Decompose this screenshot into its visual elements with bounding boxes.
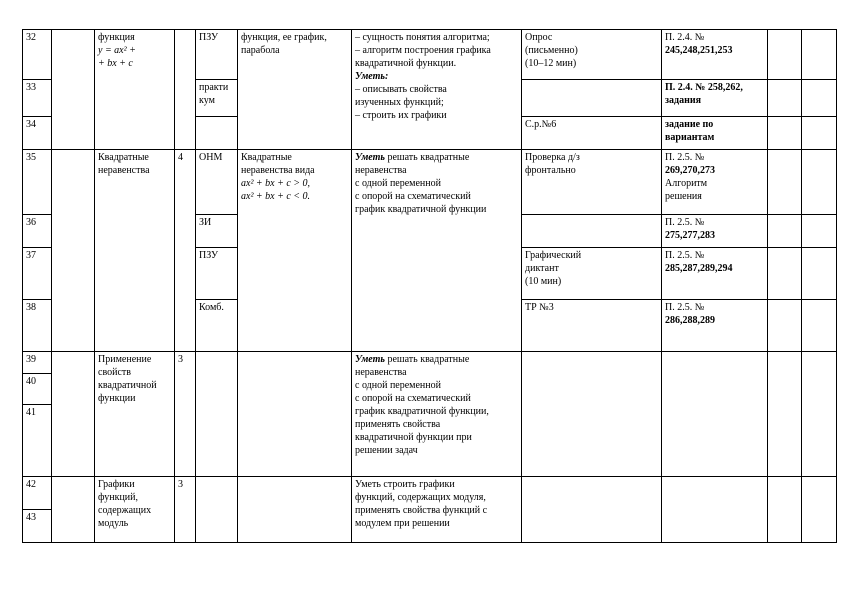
lesson-number: 43 xyxy=(23,510,52,543)
homework-line: 286,288,289 xyxy=(665,315,715,326)
skills-line: неравенства xyxy=(355,165,407,176)
hours-cell: 3 xyxy=(175,477,196,543)
control-line: фронтально xyxy=(525,165,576,176)
control-cell xyxy=(522,80,662,117)
plan-date-cell xyxy=(768,352,802,477)
control-cell xyxy=(522,248,662,300)
control-line: Проверка д/з xyxy=(525,152,580,163)
skills-line: изученных функций; xyxy=(355,97,444,108)
skills-cell xyxy=(352,150,522,352)
topic-line: Графики xyxy=(98,479,135,490)
topic-line: Применение xyxy=(98,354,152,365)
topic-line: функций, xyxy=(98,492,138,503)
lesson-type: ОНМ xyxy=(196,150,238,215)
skills-line: график квадратичной функции, xyxy=(355,406,489,417)
control-cell xyxy=(522,477,662,543)
plan-date-cell xyxy=(768,248,802,300)
fact-date-cell xyxy=(802,150,837,215)
plan-date-cell xyxy=(768,300,802,352)
homework-cell xyxy=(662,248,768,300)
topic-line: неравенства xyxy=(98,165,150,176)
fact-date-cell xyxy=(802,215,837,248)
lesson-type: Комб. xyxy=(196,300,238,352)
content-line: неравенства вида xyxy=(241,165,315,176)
plan-date-cell xyxy=(768,80,802,117)
fact-date-cell xyxy=(802,30,837,80)
homework-cell xyxy=(662,150,768,215)
homework-cell xyxy=(662,352,768,477)
fact-date-cell xyxy=(802,300,837,352)
lesson-number: 33 xyxy=(23,80,52,117)
homework-line: П. 2.4. № xyxy=(665,32,705,43)
control-line: диктант xyxy=(525,263,559,274)
homework-line: задание по xyxy=(665,119,714,130)
skills-line: – описывать свойства xyxy=(355,84,447,95)
topic-cell xyxy=(95,150,175,352)
fact-date-cell xyxy=(802,248,837,300)
fact-date-cell xyxy=(802,80,837,117)
lesson-number: 32 xyxy=(23,30,52,80)
hours-cell: 4 xyxy=(175,150,196,352)
control-cell: ТР №3 xyxy=(522,300,662,352)
skills-cell xyxy=(352,477,522,543)
topic-cell xyxy=(95,30,175,150)
homework-cell xyxy=(662,300,768,352)
control-cell: С.р.№6 xyxy=(522,117,662,150)
topic-cell xyxy=(95,352,175,477)
homework-line: П. 2.5. № xyxy=(665,152,705,163)
topic-line: содержащих xyxy=(98,505,152,516)
homework-cell xyxy=(662,117,768,150)
table-row xyxy=(23,352,837,374)
skills-line: решать квадратные xyxy=(384,354,470,365)
skills-line: – сущность понятия алгоритма; xyxy=(355,32,490,43)
lesson-number: 34 xyxy=(23,117,52,150)
topic-line: y = ax² + xyxy=(98,45,136,56)
control-line: Опрос xyxy=(525,32,553,43)
lesson-number: 41 xyxy=(23,405,52,477)
control-line: (10–12 мин) xyxy=(525,58,577,69)
homework-line: 275,277,283 xyxy=(665,230,715,241)
date-cell xyxy=(52,30,95,150)
table-row xyxy=(23,30,837,80)
date-cell xyxy=(52,150,95,352)
homework-line: П. 2.5. № xyxy=(665,250,705,261)
content-line: ax² + bx + c > 0, xyxy=(241,178,311,189)
plan-date-cell xyxy=(768,477,802,543)
skills-line: с одной переменной xyxy=(355,380,441,391)
hours-cell: 3 xyxy=(175,352,196,477)
topic-line: свойств xyxy=(98,367,131,378)
lesson-number: 39 xyxy=(23,352,52,374)
table-row xyxy=(23,150,837,215)
skills-prefix: Уметь xyxy=(355,152,385,163)
homework-line: решения xyxy=(665,191,702,202)
skills-line: с опорой на схематический xyxy=(355,393,471,404)
lesson-type xyxy=(196,477,238,543)
lesson-plan-table xyxy=(22,29,837,543)
homework-cell xyxy=(662,477,768,543)
skills-line: – строить их графики xyxy=(355,110,447,121)
skills-line: с опорой на схематический xyxy=(355,191,471,202)
skills-line: модулем при решении xyxy=(355,518,450,529)
topic-cell xyxy=(95,477,175,543)
skills-line: решать квадратные xyxy=(384,152,470,163)
content-cell xyxy=(238,352,352,477)
skills-line: квадратичной функции при xyxy=(355,432,472,443)
fact-date-cell xyxy=(802,117,837,150)
skills-line: применять свойства xyxy=(355,419,441,430)
skills-heading: Уметь: xyxy=(355,71,389,82)
topic-line: функции xyxy=(98,393,136,404)
plan-date-cell xyxy=(768,150,802,215)
skills-line: применять свойства функций с xyxy=(355,505,488,516)
plan-date-cell xyxy=(768,117,802,150)
lesson-number: 40 xyxy=(23,374,52,405)
topic-line: + bx + c xyxy=(98,58,133,69)
homework-line: вариантам xyxy=(665,132,715,143)
homework-line: П. 2.4. № 258,262, xyxy=(665,82,743,93)
lesson-number: 37 xyxy=(23,248,52,300)
table-row xyxy=(23,477,837,510)
control-cell xyxy=(522,215,662,248)
skills-line: Уметь строить графики xyxy=(355,479,455,490)
homework-line: П. 2.5. № xyxy=(665,217,705,228)
control-line: (10 мин) xyxy=(525,276,562,287)
control-line: Графический xyxy=(525,250,582,261)
homework-cell xyxy=(662,215,768,248)
skills-line: функций, содержащих модуля, xyxy=(355,492,486,503)
lesson-number: 36 xyxy=(23,215,52,248)
skills-line: решении задач xyxy=(355,445,418,456)
lesson-type: ЗИ xyxy=(196,215,238,248)
lesson-type xyxy=(196,117,238,150)
lesson-number: 42 xyxy=(23,477,52,510)
lesson-type: ПЗУ xyxy=(196,248,238,300)
fact-date-cell xyxy=(802,477,837,543)
fact-date-cell xyxy=(802,352,837,477)
skills-cell xyxy=(352,30,522,150)
control-cell xyxy=(522,30,662,80)
skills-line: с одной переменной xyxy=(355,178,441,189)
skills-line: квадратичной функции. xyxy=(355,58,457,69)
date-cell xyxy=(52,352,95,477)
homework-cell xyxy=(662,30,768,80)
homework-line: П. 2.5. № xyxy=(665,302,705,313)
plan-date-cell xyxy=(768,30,802,80)
homework-line: 245,248,251,253 xyxy=(665,45,733,56)
control-cell xyxy=(522,352,662,477)
content-cell xyxy=(238,150,352,352)
lesson-number: 38 xyxy=(23,300,52,352)
control-cell xyxy=(522,150,662,215)
topic-line: Квадратные xyxy=(98,152,149,163)
control-line: (письменно) xyxy=(525,45,578,56)
content-cell xyxy=(238,477,352,543)
content-line: парабола xyxy=(241,45,280,56)
skills-prefix: Уметь xyxy=(355,354,385,365)
lesson-number: 35 xyxy=(23,150,52,215)
hours-cell xyxy=(175,30,196,150)
lesson-type: ПЗУ xyxy=(196,30,238,80)
topic-line: модуль xyxy=(98,518,129,529)
plan-date-cell xyxy=(768,215,802,248)
homework-line: 269,270,273 xyxy=(665,165,715,176)
content-line: функция, ее график, xyxy=(241,32,327,43)
date-cell xyxy=(52,477,95,543)
lesson-type xyxy=(196,352,238,477)
skills-line: неравенства xyxy=(355,367,407,378)
homework-line: задания xyxy=(665,95,702,106)
skills-line: – алгоритм построения графика xyxy=(355,45,491,56)
skills-cell xyxy=(352,352,522,477)
content-line: Квадратные xyxy=(241,152,292,163)
topic-line: функция xyxy=(98,32,135,43)
skills-line: график квадратичной функции xyxy=(355,204,487,215)
content-line: ax² + bx + c < 0. xyxy=(241,191,311,202)
lesson-type: практи кум xyxy=(196,80,238,117)
content-cell xyxy=(238,30,352,150)
topic-line: квадратичной xyxy=(98,380,157,391)
homework-cell xyxy=(662,80,768,117)
homework-line: 285,287,289,294 xyxy=(665,263,733,274)
homework-line: Алгоритм xyxy=(665,178,708,189)
